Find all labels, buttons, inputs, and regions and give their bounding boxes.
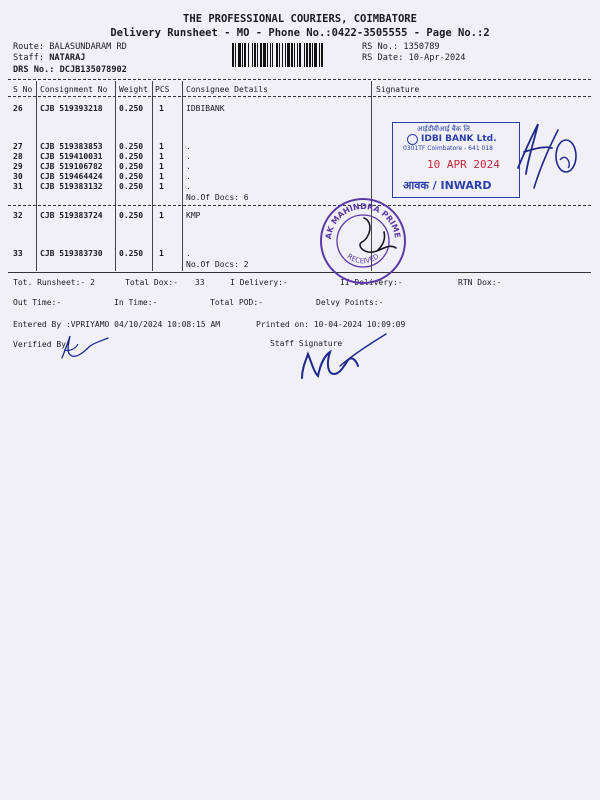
cell-pcs: 1: [159, 182, 164, 191]
col-header-pcs: PCS: [155, 85, 170, 94]
verified-by-signature: [56, 332, 112, 362]
barcode-bar: [321, 43, 323, 67]
barcode-bar: [294, 43, 295, 67]
cell-sno: 32: [13, 211, 23, 220]
barcode-bar: [312, 43, 313, 67]
barcode-bar: [232, 43, 234, 67]
idbi-branch: 0301TF Coimbatore - 641 018: [403, 145, 493, 152]
printed-on: Printed on: 10-04-2024 10:09:09: [256, 320, 406, 329]
staff-row: [13, 53, 85, 63]
route-label: Route: BALASUNDARAM RD: [13, 42, 127, 52]
barcode-bar: [306, 43, 308, 67]
cell-consignee: .: [186, 142, 191, 151]
barcode-bar: [287, 43, 290, 67]
barcode-bar: [254, 43, 256, 67]
col-header-weight: Weight: [119, 85, 148, 94]
cell-weight: 0.250: [119, 162, 144, 171]
drs-value: DCJB135078902: [59, 65, 127, 75]
barcode-bar: [257, 43, 258, 67]
kotak-ring-text: KOTAK MAHINDRA PRIME LTD: [314, 189, 403, 242]
barcode-bar: [279, 43, 280, 67]
barcode-bar: [242, 43, 243, 67]
barcode-bar: [297, 43, 298, 67]
cell-pcs: 1: [159, 152, 164, 161]
rs-number: RS No.: 1350789: [362, 42, 440, 52]
barcode-bar: [248, 43, 249, 67]
out-time: Out Time:-: [13, 298, 62, 307]
cell-weight: 0.250: [119, 249, 144, 258]
docs-count: No.Of Docs: 2: [186, 260, 249, 269]
barcode-bar: [309, 43, 311, 67]
cell-sno: 29: [13, 162, 23, 171]
staff-label: Staff:: [13, 53, 45, 63]
total-dox-value: 33: [195, 278, 205, 287]
cell-consignee: IDBIBANK: [186, 104, 225, 113]
cell-pcs: 1: [159, 142, 164, 151]
cell-consignment: CJB 519393218: [40, 104, 103, 113]
barcode-bar: [260, 43, 262, 67]
total-dox-label: Total Dox:-: [125, 278, 178, 287]
idbi-inward: आवक / INWARD: [403, 179, 492, 192]
rtn-dox: RTN Dox:-: [458, 278, 502, 287]
barcode-bar: [291, 43, 293, 67]
cell-weight: 0.250: [119, 172, 144, 181]
staff-signature: [296, 330, 392, 386]
idbi-hindi-name: आईडीबीआई बैंक लि.: [417, 125, 473, 133]
barcode-bar: [282, 43, 283, 67]
cell-consignee: .: [186, 249, 191, 258]
col-header-signature: Signature: [376, 85, 420, 94]
cell-consignment: CJB 519464424: [40, 172, 103, 181]
docs-count: No.Of Docs: 6: [186, 193, 249, 202]
cell-consignment: CJB 519383730: [40, 249, 103, 258]
col-divider: [115, 81, 116, 271]
table-top-rule: [8, 79, 591, 80]
cell-consignee: .: [186, 162, 191, 171]
cell-sno: 28: [13, 152, 23, 161]
barcode-bar: [285, 43, 286, 67]
drs-row: [13, 65, 127, 75]
cell-weight: 0.250: [119, 182, 144, 191]
idbi-date: 10 APR 2024: [427, 158, 500, 171]
barcode-bar: [319, 43, 320, 67]
cell-consignment: CJB 519410031: [40, 152, 103, 161]
cell-sno: 33: [13, 249, 23, 258]
col-header-consignee: Consignee Details: [186, 85, 268, 94]
idbi-brand: IDBI BANK Ltd.: [421, 134, 497, 144]
idbi-inward-stamp: [392, 122, 520, 198]
cell-consignee: .: [186, 152, 191, 161]
barcode: [232, 43, 356, 67]
drs-label: DRS No.:: [13, 65, 55, 75]
cell-sno: 26: [13, 104, 23, 113]
cell-consignment: CJB 519106782: [40, 162, 103, 171]
barcode-bar: [263, 43, 266, 67]
tot-runsheet: Tot. Runsheet:- 2: [13, 278, 95, 287]
entered-by: Entered By :VPRIYAMO 04/10/2024 10:08:15 AM: [13, 320, 221, 329]
cell-pcs: 1: [159, 249, 164, 258]
consignee-signature-idbi: [512, 118, 582, 198]
col-header-consignment: Consignment No: [40, 85, 108, 94]
barcode-bar: [252, 43, 253, 67]
consignee-signature-kotak: [356, 212, 406, 260]
staff-signature-label: Staff Signature: [270, 339, 343, 348]
verified-by-label: Verified By: [13, 340, 66, 349]
cell-weight: 0.250: [119, 104, 144, 113]
total-pod: Total POD:-: [210, 298, 263, 307]
table-header-rule: [8, 96, 591, 97]
barcode-bar: [272, 43, 273, 67]
barcode-bar: [314, 43, 317, 67]
cell-consignee: .: [186, 172, 191, 181]
idbi-logo-icon: [407, 134, 418, 145]
runsheet-subtitle: Delivery Runsheet - MO - Phone No.:0422-3505555 - Page No.:2: [110, 27, 490, 39]
col-divider: [182, 81, 183, 271]
barcode-bar: [276, 43, 278, 67]
group-rule: [8, 205, 591, 206]
rs-date: RS Date: 10-Apr-2024: [362, 53, 466, 63]
table-bottom-rule: [8, 272, 591, 273]
cell-sno: 27: [13, 142, 23, 151]
col-header-sno: S No: [13, 85, 33, 94]
barcode-bar: [299, 43, 301, 67]
i-delivery: I Delivery:-: [230, 278, 288, 287]
cell-consignment: CJB 519383132: [40, 182, 103, 191]
barcode-bar: [304, 43, 305, 67]
cell-pcs: 1: [159, 172, 164, 181]
company-title: THE PROFESSIONAL COURIERS, COIMBATORE: [183, 13, 417, 25]
ii-delivery: II Delivery:-: [340, 278, 403, 287]
cell-sno: 31: [13, 182, 23, 191]
barcode-bar: [244, 43, 246, 67]
in-time: In Time:-: [114, 298, 158, 307]
cell-pcs: 1: [159, 211, 164, 220]
col-divider: [152, 81, 153, 271]
cell-consignee: .: [186, 182, 191, 191]
cell-sno: 30: [13, 172, 23, 181]
cell-pcs: 1: [159, 104, 164, 113]
barcode-bar: [238, 43, 241, 67]
col-divider: [36, 81, 37, 271]
barcode-bar: [267, 43, 268, 67]
barcode-bar: [270, 43, 271, 67]
staff-value: NATARAJ: [49, 53, 86, 63]
cell-consignment: CJB 519383853: [40, 142, 103, 151]
barcode-bar: [235, 43, 236, 67]
cell-consignment: CJB 519383724: [40, 211, 103, 220]
cell-weight: 0.250: [119, 211, 144, 220]
cell-weight: 0.250: [119, 152, 144, 161]
cell-weight: 0.250: [119, 142, 144, 151]
cell-consignee: KMP: [186, 211, 201, 220]
kotak-received-text: RECEIVED: [345, 252, 381, 266]
delvy-points: Delvy Points:-: [316, 298, 384, 307]
cell-pcs: 1: [159, 162, 164, 171]
